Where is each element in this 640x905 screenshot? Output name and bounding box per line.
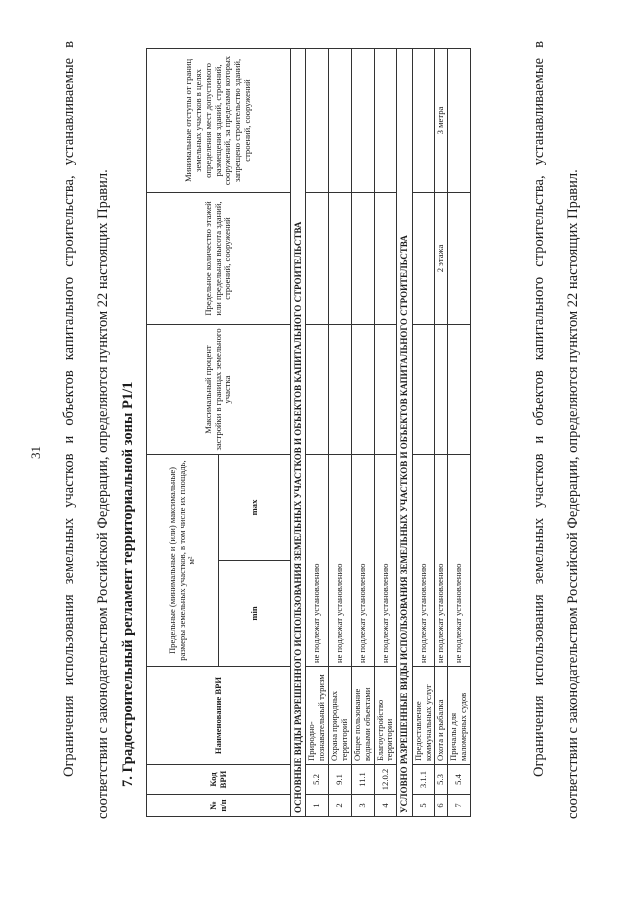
table-row: [435, 49, 448, 817]
section-main-title: ОСНОВНЫЕ ВИДЫ РАЗРЕШЕННОГО ИСПОЛЬЗОВАНИЯ ЗЕМЕЛЬНЫХ УЧАСТКОВ И ОБЪЕКТОВ КАПИТАЛЬНОГО СТРОИТЕЛЬСТВА: [291, 49, 306, 817]
cell-name: Природно-познавательный туризм: [306, 667, 329, 765]
cell-floors: [351, 193, 374, 325]
section-title: 7. Градостроительный регламент территориальной зоны Р1/1: [120, 381, 136, 787]
section-conditional-title: УСЛОВНО РАЗРЕШЕННЫЕ ВИДЫ ИСПОЛЬЗОВАНИЯ ЗЕМЕЛЬНЫХ УЧАСТКОВ И ОБЪЕКТОВ КАПИТАЛЬНОГО СТРОИТЕЛЬСТВА: [397, 49, 412, 817]
cell-code: 3.1.1: [412, 765, 435, 795]
closing-paragraph: [522, 41, 590, 819]
cell-num: 3: [351, 795, 374, 817]
cell-floors: [374, 193, 397, 325]
cell-floors: [329, 193, 352, 325]
cell-setback: [448, 49, 471, 193]
cell-setback: [412, 49, 435, 193]
page-number: 31: [28, 446, 43, 459]
cell-size: не подлежат установлению: [435, 455, 448, 667]
table-row: [351, 49, 374, 817]
cell-code: 12.0.2: [374, 765, 397, 795]
cell-name: Предоставление коммунальных услуг: [412, 667, 435, 765]
header-min: min: [219, 561, 291, 667]
header-name: Наименование ВРИ: [147, 667, 291, 765]
cell-percent: [306, 325, 329, 455]
header-max: max: [219, 455, 291, 561]
cell-num: 1: [306, 795, 329, 817]
header-floors: Предельное количество этажей или предельная высота зданий, строений, сооружений: [147, 193, 291, 325]
table-row: [448, 49, 471, 817]
cell-size: не подлежат установлению: [329, 455, 352, 667]
cell-num: 6: [435, 795, 448, 817]
cell-code: 5.3: [435, 765, 448, 795]
cell-code: 11.1: [351, 765, 374, 795]
cell-floors: [412, 193, 435, 325]
closing-line-2: соответствии с законодательством Российской Федерации, определяются пунктом 22 настоящих Правил.: [565, 169, 581, 819]
cell-name: Общее пользование водными объектами: [351, 667, 374, 765]
closing-line-1: Ограничения использования земельных участков и объектов капитального строительства, устанавливаемые в: [531, 41, 547, 777]
cell-num: 4: [374, 795, 397, 817]
cell-name: Благоустройство территории: [374, 667, 397, 765]
cell-setback: [351, 49, 374, 193]
table-row: [374, 49, 397, 817]
cell-code: 9.1: [329, 765, 352, 795]
cell-name: Охота и рыбалка: [435, 667, 448, 765]
cell-percent: [448, 325, 471, 455]
cell-setback: [306, 49, 329, 193]
header-percent: Максимальный процент застройки в границах земельного участка: [147, 325, 291, 455]
cell-setback: 3 метра: [435, 49, 448, 193]
cell-setback: [374, 49, 397, 193]
cell-size: не подлежат установлению: [374, 455, 397, 667]
cell-floors: 2 этажа: [435, 193, 448, 325]
cell-percent: [351, 325, 374, 455]
header-size-group: Предельные (минимальные и (или) максимальные) размеры земельных участков, в том числе их площадь, м²: [147, 455, 219, 667]
cell-percent: [435, 325, 448, 455]
table-row: [306, 49, 329, 817]
cell-floors: [306, 193, 329, 325]
cell-floors: [448, 193, 471, 325]
cell-code: 5.2: [306, 765, 329, 795]
cell-size: не подлежат установлению: [448, 455, 471, 667]
header-num: № п/п: [147, 795, 291, 817]
cell-name: Охрана природных территорий: [329, 667, 352, 765]
cell-code: 5.4: [448, 765, 471, 795]
intro-line-2: соответствии с законодательством Российской Федерации, определяются пунктом 22 настоящих Правил.: [95, 169, 111, 819]
intro-line-1: Ограничения использования земельных участков и объектов капитального строительства, устанавливаемые в: [61, 41, 77, 777]
cell-size: не подлежат установлению: [306, 455, 329, 667]
cell-num: 7: [448, 795, 471, 817]
cell-percent: [329, 325, 352, 455]
cell-setback: [329, 49, 352, 193]
cell-percent: [374, 325, 397, 455]
table-row: [329, 49, 352, 817]
table-row: [412, 49, 435, 817]
cell-num: 2: [329, 795, 352, 817]
cell-name: Причалы для маломерных судов: [448, 667, 471, 765]
cell-size: не подлежат установлению: [351, 455, 374, 667]
cell-size: не подлежат установлению: [412, 455, 435, 667]
header-code: Код ВРИ: [147, 765, 291, 795]
cell-num: 5: [412, 795, 435, 817]
intro-paragraph: [52, 41, 120, 819]
cell-percent: [412, 325, 435, 455]
regulation-table: [146, 48, 471, 817]
header-setback: Минимальные отступы от границ земельных участков в целях определения мест допустимого размещения зданий, строений, сооружений, за пределами которых запрещено строительство зданий, строений, сооружений: [147, 49, 291, 193]
